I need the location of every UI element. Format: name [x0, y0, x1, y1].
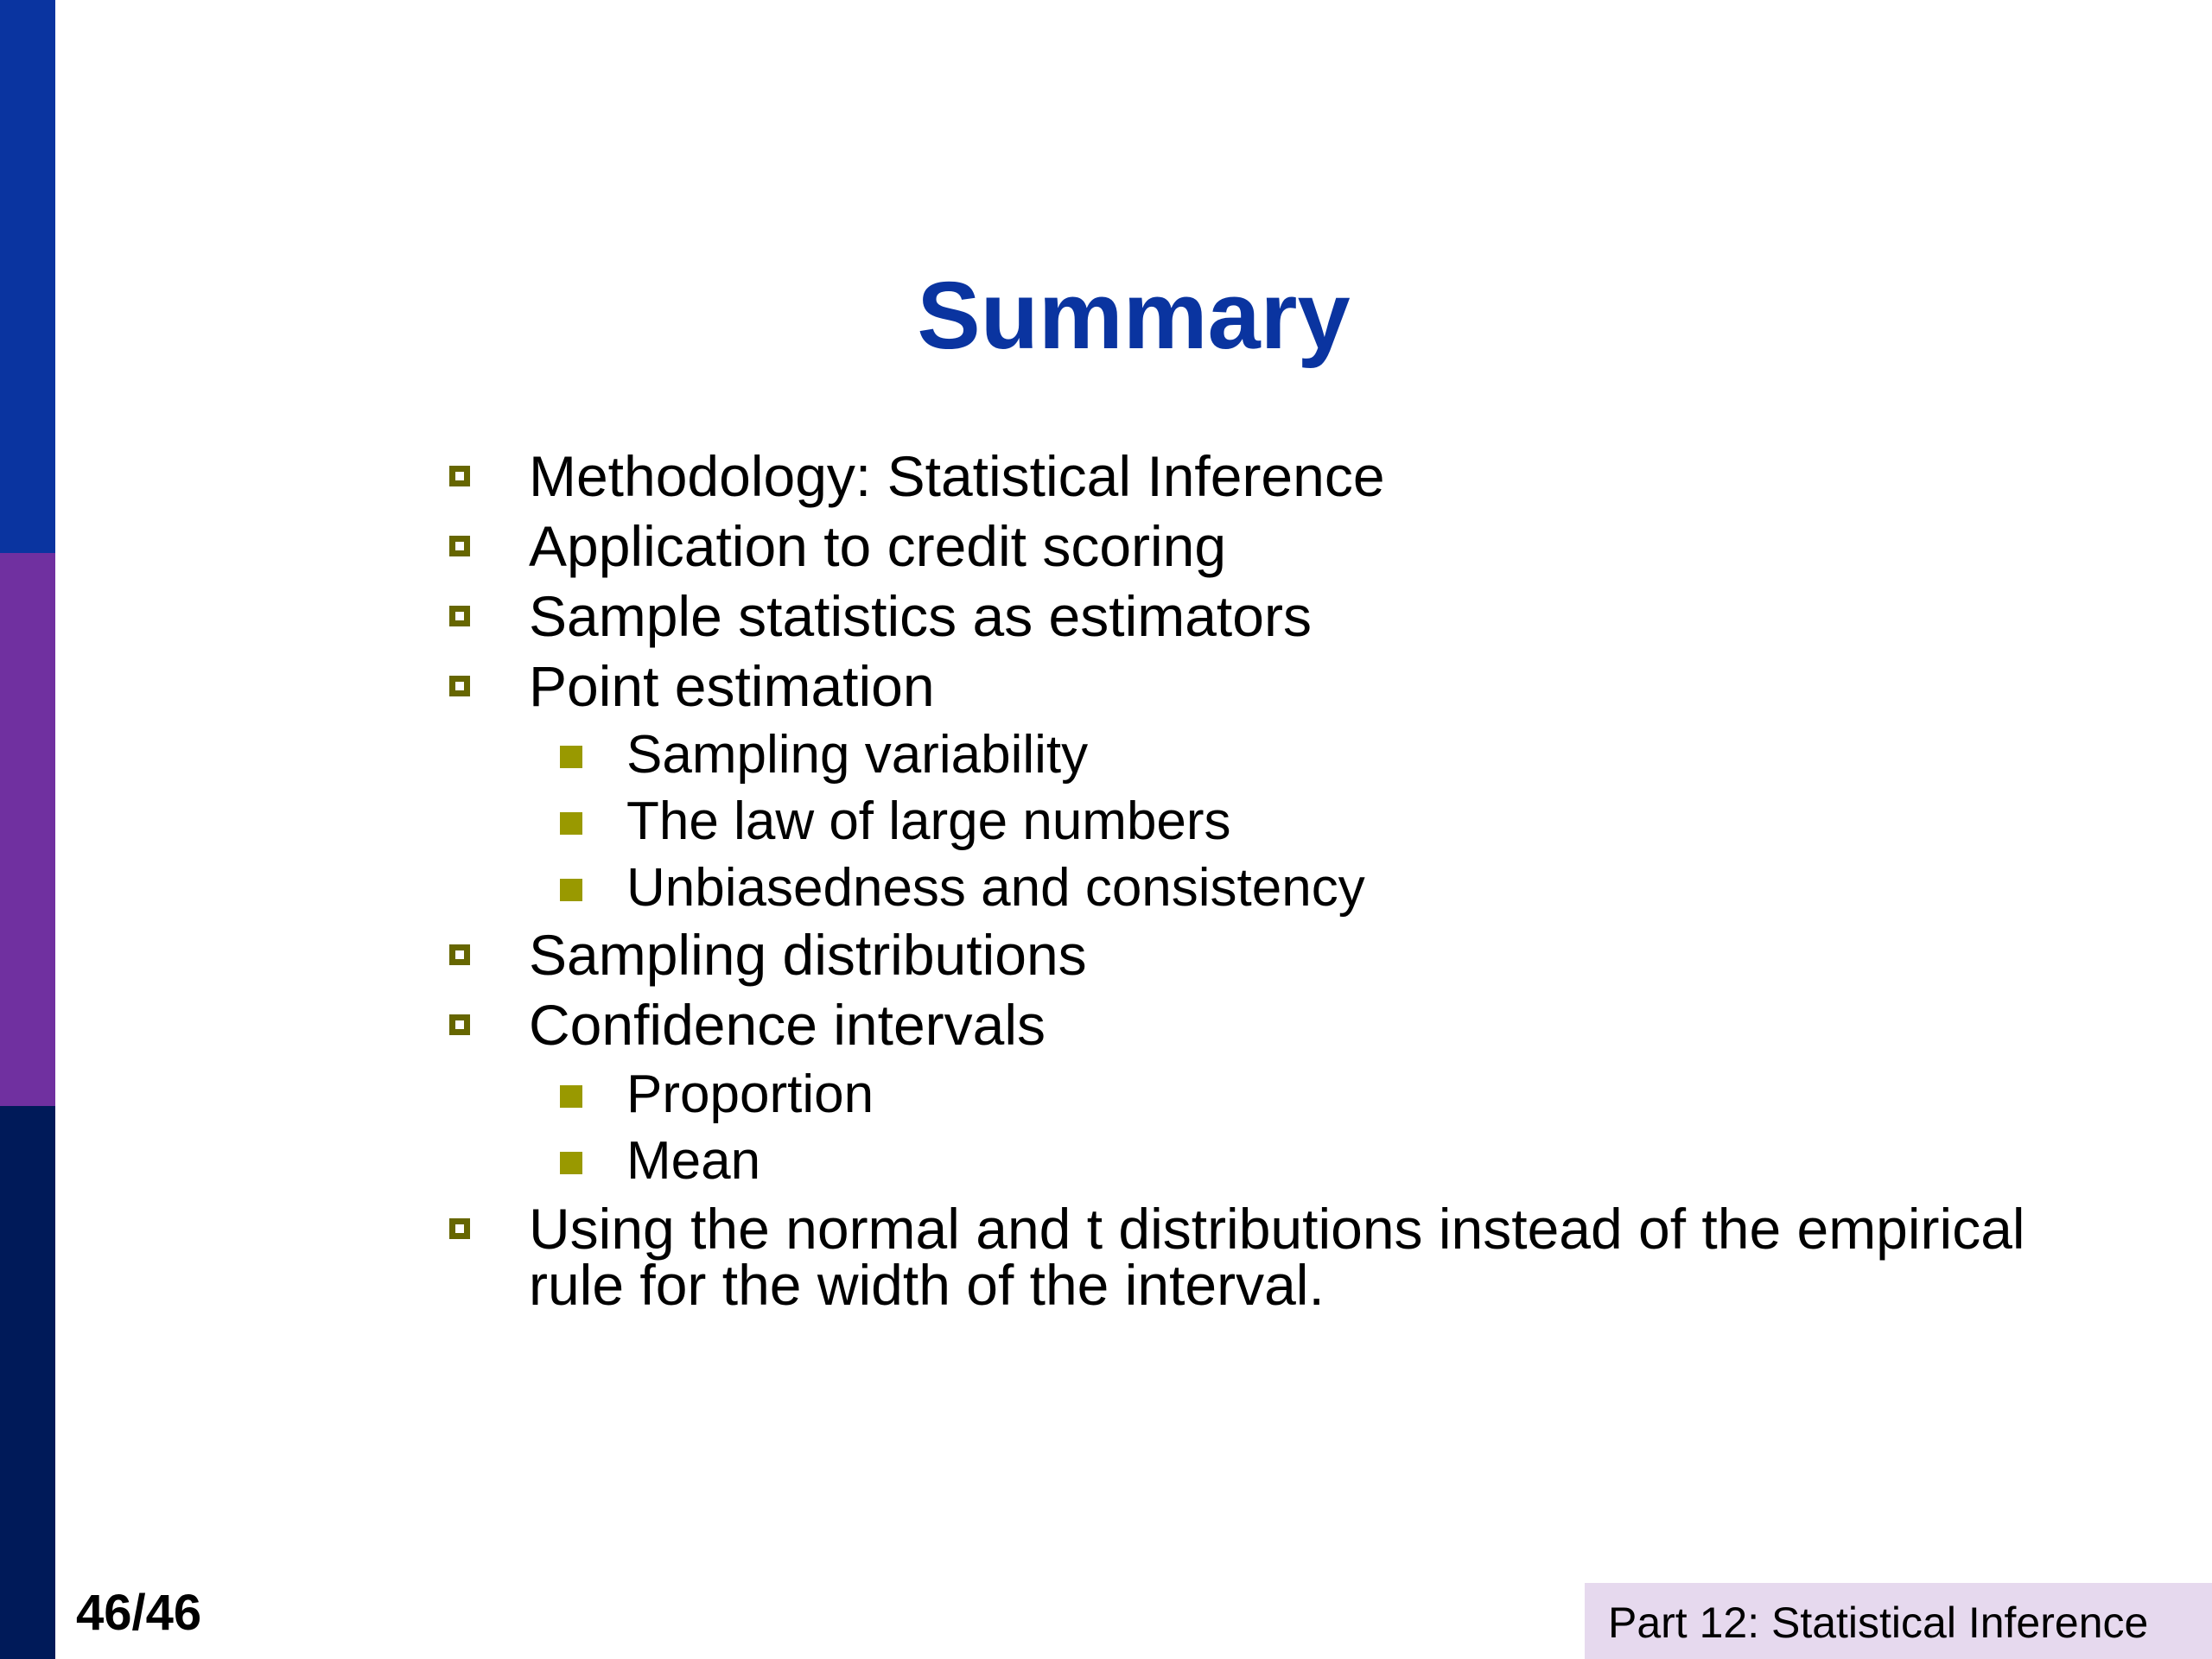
sidebar-segment-navy [0, 1106, 55, 1659]
list-item: Point estimation [529, 654, 935, 718]
list-item: Using the normal and t distributions instead of the empirical [529, 1197, 2025, 1261]
filled-square-bullet-icon [560, 1085, 582, 1108]
list-item: Sampling distributions [529, 923, 1087, 987]
slide-title: Summary [917, 263, 1351, 369]
list-item-continuation: rule for the width of the interval. [529, 1253, 1325, 1317]
page-number: 46/46 [76, 1585, 202, 1641]
list-item: Methodology: Statistical Inference [529, 444, 1385, 508]
hollow-square-bullet-icon [449, 944, 470, 965]
sidebar-segment-blue [0, 0, 55, 553]
list-item: Proportion [626, 1065, 874, 1124]
hollow-square-bullet-icon [449, 466, 470, 486]
hollow-square-bullet-icon [449, 1014, 470, 1035]
filled-square-bullet-icon [560, 746, 582, 768]
list-item: Sample statistics as estimators [529, 584, 1312, 648]
list-item: Unbiasedness and consistency [626, 858, 1365, 918]
hollow-square-bullet-icon [449, 606, 470, 626]
list-item: The law of large numbers [626, 791, 1231, 851]
hollow-square-bullet-icon [449, 536, 470, 556]
list-item: Mean [626, 1131, 761, 1191]
hollow-square-bullet-icon [449, 676, 470, 696]
section-footer [1585, 1583, 2212, 1659]
list-item: Sampling variability [626, 725, 1089, 785]
hollow-square-bullet-icon [449, 1218, 470, 1239]
list-item: Confidence intervals [529, 993, 1046, 1057]
sidebar-decoration [0, 0, 55, 1659]
list-item: Application to credit scoring [529, 514, 1227, 578]
filled-square-bullet-icon [560, 812, 582, 835]
filled-square-bullet-icon [560, 1152, 582, 1174]
section-label: Part 12: Statistical Inference [1608, 1599, 2149, 1647]
sidebar-segment-purple [0, 553, 55, 1106]
filled-square-bullet-icon [560, 879, 582, 901]
